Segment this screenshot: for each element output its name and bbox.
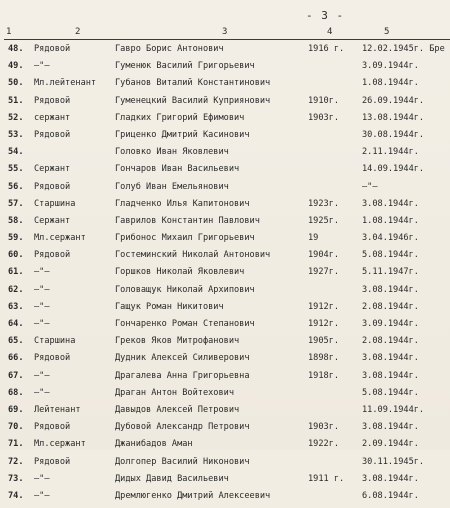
cell-full-name: Гащук Роман Никитович: [115, 301, 224, 312]
cell-row-number: 48.: [8, 44, 24, 54]
table-row: [0, 78, 450, 95]
cell-date: 3.04.1946г.: [362, 233, 419, 244]
cell-full-name: Губанов Виталий Константинович: [115, 78, 271, 89]
cell-birth-year: 1904г.: [308, 250, 340, 261]
cell-birth-year: 1923г.: [308, 198, 340, 209]
cell-birth-year: 1903г.: [308, 422, 340, 433]
cell-date: 13.08.1944г.: [362, 112, 425, 123]
cell-full-name: Дубовой Александр Петрович: [115, 422, 250, 433]
cell-full-name: Гуменюк Василий Григорьевич: [115, 61, 255, 72]
cell-date: 5.08.1944г.: [362, 387, 419, 398]
cell-birth-year: 1910г.: [308, 95, 340, 106]
cell-full-name: Дидых Давид Васильевич: [115, 473, 229, 484]
table-row: [0, 44, 450, 61]
cell-full-name: Дудник Алексей Силиверович: [115, 353, 250, 364]
cell-row-number: 65.: [8, 336, 24, 347]
cell-birth-year: 1898г.: [308, 353, 340, 364]
cell-full-name: Давыдов Алексей Петрович: [115, 404, 240, 415]
cell-row-number: 49.: [8, 61, 24, 72]
cell-date: –"–: [362, 181, 378, 192]
cell-rank: Старшина: [34, 336, 76, 347]
header-col-4: 4: [327, 27, 333, 37]
cell-date: 3.08.1944г.: [362, 353, 419, 364]
header-col-2: 2: [75, 27, 81, 37]
table-row: [0, 147, 450, 164]
cell-row-number: 53.: [8, 129, 24, 140]
cell-full-name: Голуб Иван Емельянович: [115, 181, 229, 192]
cell-full-name: Дремлюгенко Дмитрий Алексеевич: [115, 490, 271, 501]
cell-birth-year: 1922г.: [308, 439, 340, 450]
cell-rank: –"–: [34, 490, 50, 501]
table-row: [0, 250, 450, 267]
table-row: [0, 371, 450, 388]
table-row: [0, 216, 450, 233]
cell-full-name: Долгопер Василий Никонович: [115, 456, 250, 467]
cell-date: 26.09.1944г.: [362, 95, 425, 106]
cell-date: 5.08.1944г.: [362, 250, 419, 261]
cell-row-number: 50.: [8, 78, 24, 89]
table-row: [0, 474, 450, 491]
cell-rank: Мл.сержант: [34, 439, 86, 450]
cell-row-number: 72.: [8, 456, 24, 467]
table-row: [0, 353, 450, 370]
cell-full-name: Грибонос Михаил Григорьевич: [115, 233, 255, 244]
table-row: [0, 302, 450, 319]
cell-row-number: 71.: [8, 439, 24, 450]
cell-rank: Рядовой: [34, 129, 71, 140]
header-col-5: 5: [384, 27, 390, 37]
records-list: [0, 44, 450, 508]
cell-date: 3.08.1944г.: [362, 284, 419, 295]
cell-full-name: Гладких Григорий Ефимович: [115, 112, 245, 123]
cell-date: 2.08.1944г.: [362, 301, 419, 312]
cell-row-number: 67.: [8, 370, 24, 381]
cell-rank: –"–: [34, 370, 50, 381]
cell-row-number: 66.: [8, 353, 24, 364]
cell-rank: –"–: [34, 387, 50, 398]
cell-rank: –"–: [34, 284, 50, 295]
cell-rank: Рядовой: [34, 181, 71, 192]
table-row: [0, 164, 450, 181]
cell-birth-year: 1905г.: [308, 336, 340, 347]
table-row: [0, 422, 450, 439]
table-row: [0, 285, 450, 302]
header-col-1: 1: [6, 27, 12, 37]
cell-rank: Сержант: [34, 215, 71, 226]
cell-birth-year: 1916 г.: [308, 44, 345, 54]
cell-date: 1.08.1944г.: [362, 215, 419, 226]
cell-full-name: Драган Антон Войтехович: [115, 387, 234, 398]
cell-date: 30.11.1945г.: [362, 456, 425, 467]
table-row: [0, 319, 450, 336]
cell-rank: –"–: [34, 267, 50, 278]
table-header: [0, 27, 450, 39]
cell-date: 6.08.1944г.: [362, 490, 419, 501]
cell-rank: –"–: [34, 301, 50, 312]
cell-date: 3.09.1944г.: [362, 319, 419, 329]
table-row: [0, 439, 450, 456]
cell-rank: Рядовой: [34, 456, 71, 467]
table-row: [0, 199, 450, 216]
cell-row-number: 59.: [8, 233, 24, 244]
cell-date: 2.09.1944г.: [362, 439, 419, 450]
cell-full-name: Гавро Борис Антонович: [115, 44, 224, 54]
table-row: [0, 233, 450, 250]
table-row: [0, 491, 450, 508]
cell-full-name: Джанибадов Аман: [115, 439, 193, 450]
cell-rank: Мл.сержант: [34, 233, 86, 244]
table-row: [0, 388, 450, 405]
cell-row-number: 52.: [8, 112, 24, 123]
cell-full-name: Гончаров Иван Васильевич: [115, 164, 240, 175]
cell-full-name: Гончаренко Роман Степанович: [115, 319, 255, 329]
cell-full-name: Горшков Николай Яковлевич: [115, 267, 245, 278]
cell-rank: Сержант: [34, 164, 71, 175]
table-row: [0, 113, 450, 130]
cell-row-number: 74.: [8, 490, 24, 501]
cell-rank: –"–: [34, 319, 50, 329]
cell-row-number: 55.: [8, 164, 24, 175]
cell-date: 12.02.1945г. Бре: [362, 44, 445, 54]
cell-full-name: Головко Иван Яковлевич: [115, 147, 229, 158]
cell-rank: Старшина: [34, 198, 76, 209]
cell-date: 3.08.1944г.: [362, 370, 419, 381]
page-number: - 3 -: [306, 9, 345, 22]
cell-birth-year: 1918г.: [308, 370, 340, 381]
cell-birth-year: 1911 г.: [308, 473, 345, 484]
cell-birth-year: 1903г.: [308, 112, 340, 123]
cell-row-number: 70.: [8, 422, 24, 433]
cell-date: 11.09.1944г.: [362, 404, 425, 415]
cell-rank: Рядовой: [34, 422, 71, 433]
cell-row-number: 56.: [8, 181, 24, 192]
cell-row-number: 61.: [8, 267, 24, 278]
cell-full-name: Гладченко Илья Капитонович: [115, 198, 250, 209]
cell-date: 3.08.1944г.: [362, 473, 419, 484]
cell-rank: Рядовой: [34, 44, 71, 54]
cell-birth-year: 1925г.: [308, 215, 340, 226]
table-row: [0, 267, 450, 284]
cell-full-name: Гуменецкий Василий Куприянович: [115, 95, 271, 106]
cell-rank: Рядовой: [34, 250, 71, 261]
table-row: [0, 336, 450, 353]
cell-birth-year: 19: [308, 233, 319, 244]
cell-row-number: 64.: [8, 319, 24, 329]
table-row: [0, 96, 450, 113]
cell-rank: –"–: [34, 61, 50, 72]
cell-date: 1.08.1944г.: [362, 78, 419, 89]
cell-full-name: Гриценко Дмитрий Касинович: [115, 129, 250, 140]
cell-full-name: Гаврилов Константин Павлович: [115, 215, 260, 226]
cell-full-name: Головащук Николай Архипович: [115, 284, 255, 295]
cell-row-number: 58.: [8, 215, 24, 226]
cell-date: 2.08.1944г.: [362, 336, 419, 347]
cell-rank: Мл.лейтенант: [34, 78, 97, 89]
cell-row-number: 51.: [8, 95, 24, 106]
cell-date: 5.11.1947г.: [362, 267, 419, 278]
cell-birth-year: 1912г.: [308, 319, 340, 329]
cell-row-number: 60.: [8, 250, 24, 261]
cell-date: 14.09.1944г.: [362, 164, 425, 175]
cell-rank: –"–: [34, 473, 50, 484]
cell-row-number: 63.: [8, 301, 24, 312]
table-row: [0, 405, 450, 422]
cell-row-number: 68.: [8, 387, 24, 398]
cell-date: 3.08.1944г.: [362, 422, 419, 433]
cell-row-number: 73.: [8, 473, 24, 484]
cell-row-number: 62.: [8, 284, 24, 295]
header-col-3: 3: [222, 27, 228, 37]
cell-full-name: Драгалева Анна Григорьевна: [115, 370, 250, 381]
cell-birth-year: 1912г.: [308, 301, 340, 312]
cell-rank: Рядовой: [34, 353, 71, 364]
table-row: [0, 182, 450, 199]
cell-rank: Лейтенант: [34, 404, 81, 415]
cell-birth-year: 1927г.: [308, 267, 340, 278]
cell-row-number: 57.: [8, 198, 24, 209]
cell-full-name: Гостеминский Николай Антонович: [115, 250, 271, 261]
table-row: [0, 130, 450, 147]
cell-rank: Рядовой: [34, 95, 71, 106]
cell-rank: сержант: [34, 112, 71, 123]
cell-date: 2.11.1944г.: [362, 147, 419, 158]
cell-row-number: 54.: [8, 147, 24, 158]
cell-full-name: Греков Яков Митрофанович: [115, 336, 240, 347]
table-row: [0, 61, 450, 78]
cell-date: 3.08.1944г.: [362, 198, 419, 209]
cell-date: 30.08.1944г.: [362, 129, 425, 140]
table-row: [0, 457, 450, 474]
cell-date: 3.09.1944г.: [362, 61, 419, 72]
cell-row-number: 69.: [8, 404, 24, 415]
header-rule: [4, 39, 450, 40]
